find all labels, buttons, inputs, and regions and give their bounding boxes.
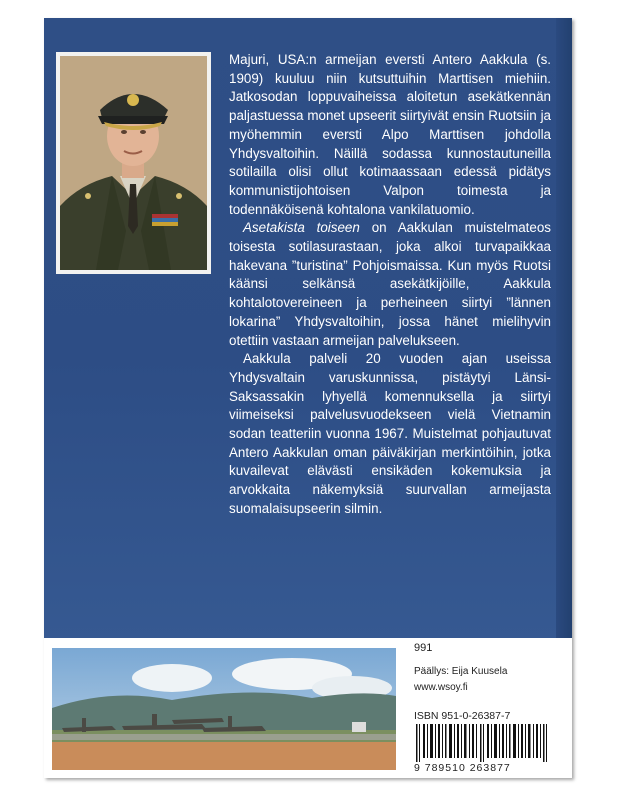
cover-designer-credit: Päällys: Eija Kuusela xyxy=(414,666,508,677)
barcode-icon xyxy=(414,724,559,762)
airfield-scene-illustration xyxy=(52,648,396,770)
isbn-text: ISBN 951-0-26387-7 xyxy=(414,710,511,722)
blurb-paragraph-1-text: Majuri, USA:n armeijan eversti Antero Aakkula (s. 1909) kuuluu niin kutsuttuihin Marttisen miehiin. Jatkosodan loppuvaiheissa aloitetun asekätkennän paljastuessa monet upseerit siirtyivät ensin Ruotsiin ja myöhemmin eversti Alpo Marttisen johdolla Yhdysvaltoihin. Näillä sodassa kunnostautuneilla sotilailla olisi ollut kotimaassaan edessä pidätys kommunistijohtoisen Valpon toimesta ja todennäköisenä kohtalona vankilatuomio. xyxy=(229,52,551,217)
author-portrait-frame xyxy=(56,52,211,274)
officer-portrait-illustration xyxy=(60,56,207,270)
blurb-paragraph-2-text: on Aakkulan muistelmateos toisesta sotilasurastaan, joka alkoi turvapaikkaa hakevana ”turistina” Pohjoismaissa. Kun myös Ruotsi käänsi selkänsä asekätkijöille, Aakkula kohtalotovereineen ja perheineen siirtyi ”lännen lokarina” Yhdysvaltoihin, jossa hänet mielihyvin otettiin vastaan armeijan palvelukseen. xyxy=(229,220,551,348)
book-title-italic: Asetakista toiseen xyxy=(243,220,360,236)
bottom-info-band xyxy=(44,638,572,778)
blurb-paragraph-2 xyxy=(229,219,551,350)
blurb-paragraph-3-text: Aakkula palveli 20 vuoden ajan useissa Yhdysvaltain varuskunnissa, pistäytyi Länsi-Saksassakin lyhyellä komennuksella ja siirtyi viimeiseksi palvelusvuodekseen vielä Vietnamin sodan teatteriin vuonna 1967. Muistelmat pohjautuvat Antero Aakkulan oman päiväkirjan merkintöihin, jotka kuvailevat elävästi ensikäden kokemuksia ja arvokkaita näkemyksiä suurvallan armeijasta suomalaisupseerin silmin. xyxy=(229,351,551,516)
airfield-photo xyxy=(52,648,396,770)
blurb-paragraph-3 xyxy=(229,350,551,518)
blurb-paragraph-1 xyxy=(229,51,551,219)
publisher-website: www.wsoy.fi xyxy=(414,682,468,693)
barcode-number: 9 789510 263877 xyxy=(414,762,511,774)
blurb-text xyxy=(229,51,551,519)
author-portrait-photo xyxy=(60,56,207,270)
book-back-cover xyxy=(44,18,572,778)
product-code: 991 xyxy=(414,642,433,654)
